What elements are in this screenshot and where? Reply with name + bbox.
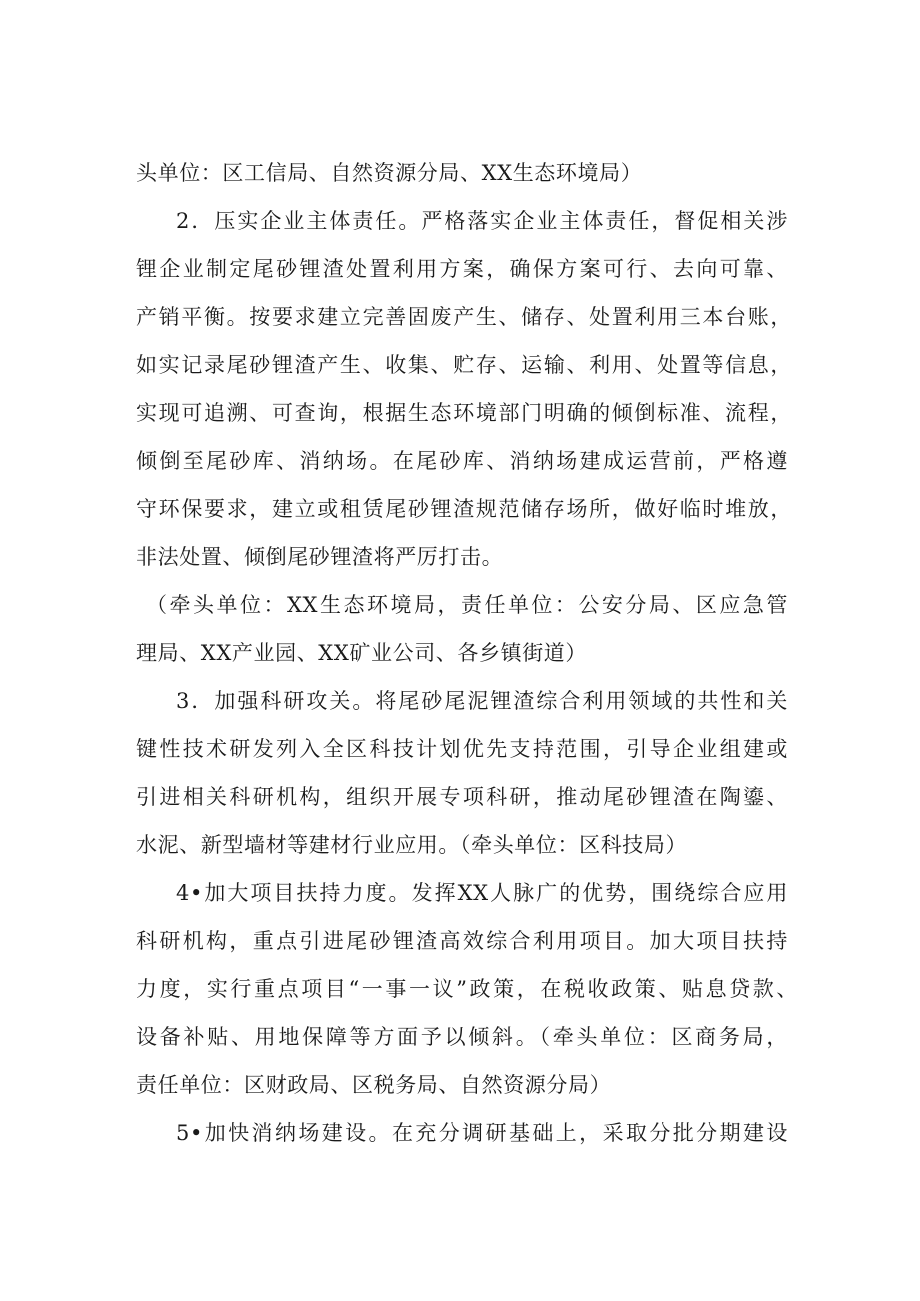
text-line: 5•加快消纳场建设。在充分调研基础上，采取分批分期建设: [176, 1121, 788, 1145]
text-line: 3．加强科研攻关。将尾砂尾泥锂渣综合利用领域的共性和关: [176, 689, 788, 713]
text-line: 守环保要求，建立或租赁尾砂锂渣规范储存场所，做好临时堆放，: [136, 497, 792, 521]
text-line: 实现可追溯、可查询，根据生态环境部门明确的倾倒标准、流程，: [136, 401, 792, 425]
text-line: 理局、XX产业园、XX矿业公司、各乡镇街道）: [136, 641, 587, 665]
text-line: 水泥、新型墙材等建材行业应用。（牵头单位：区科技局）: [136, 833, 688, 857]
text-line: 头单位：区工信局、自然资源分局、XX生态环境局）: [136, 161, 643, 185]
text-line: 锂企业制定尾砂锂渣处置利用方案，确保方案可行、去向可靠、: [136, 257, 788, 281]
text-line: 倾倒至尾砂库、消纳场。在尾砂库、消纳场建成运营前，严格遵: [136, 449, 788, 473]
text-line: 4•加大项目扶持力度。发挥XX人脉广的优势，围绕综合应用: [176, 881, 788, 905]
text-line: 非法处置、倾倒尾砂锂渣将严厉打击。: [136, 545, 504, 569]
text-line: 如实记录尾砂锂渣产生、收集、贮存、运输、利用、处置等信息，: [136, 353, 792, 377]
text-line: 力度，实行重点项目“一事一议”政策，在税收政策、贴息贷款、: [136, 977, 798, 1001]
text-line: 键性技术研发列入全区科技计划优先支持范围，引导企业组建或: [136, 737, 788, 761]
text-line: 科研机构，重点引进尾砂锂渣高效综合利用项目。加大项目扶持: [136, 929, 788, 953]
text-line: 产销平衡。按要求建立完善固废产生、储存、处置利用三本台账，: [136, 305, 792, 329]
text-line: 引进相关科研机构，组织开展专项科研，推动尾砂锂渣在陶鎏、: [136, 785, 788, 809]
text-line: 责任单位：区财政局、区税务局、自然资源分局）: [136, 1073, 612, 1097]
text-line: 2．压实企业主体责任。严格落实企业主体责任，督促相关涉: [176, 209, 788, 233]
text-line: 设备补贴、用地保障等方面予以倾斜。（牵头单位：区商务局，: [136, 1025, 788, 1049]
text-line: （牵头单位：XX生态环境局，责任单位：公安分局、区应急管: [146, 593, 788, 617]
